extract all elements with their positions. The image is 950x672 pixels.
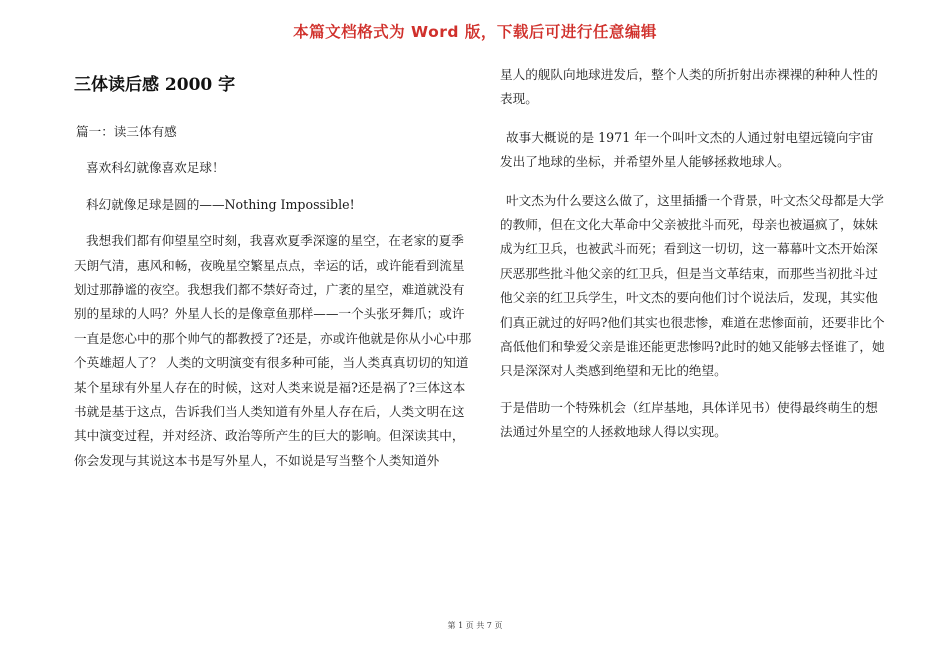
paragraph: 星人的舰队向地球进发后，整个人类的所折射出赤裸裸的种种人性的表现。 [500,67,878,107]
format-notice-banner: 本篇文档格式为 Word 版，下载后可进行任意编辑 [293,23,657,41]
paragraph: 于是借助一个特殊机会（红岸基地，具体详见书）使得最终萌生的想法通过外星空的人拯救地球人得以实现。 [500,399,878,440]
paragraph: 我想我们都有仰望星空时刻，我喜欢夏季深邃的星空，在老家的夏季天朗气清，惠风和畅，夜晚星空繁星点点，幸运的话，或许能看到流星划过那静谧的夜空。我想我们都不禁好奇过，广袤的星空，难道就没有别的星球的人吗？外星人长的是像章鱼那样——一个头张牙舞爪；或许一直是您心中的那个帅气的都教授了?还是，亦或许他就是你从小心中那个英雄超人了？ 人类的文明演变有很多种可能，当人类真真切切的知道某个星球有外星人存在的时候，这对人类来说是福?还是祸了?三体这本书就是基于这点，告诉我们当人类知道有外星人存在后，人类文明在这其中演变过程，并对经济、政治等所产生的巨大的影响。但深读其中，你会发现与其说这本书是写外星人，不如说是写当整个人类知道外 [74,233,472,468]
page-number-footer: 第 1 页 共 7 页 [447,621,503,630]
left-column [74,120,472,473]
document-title: 三体读后感 2000 字 [74,75,236,95]
paragraph: 叶文杰为什么要这么做了，这里插播一个背景，叶文杰父母都是大学的教师，但在文化大革命中父亲被批斗而死，母亲也被逼疯了，妹妹成为红卫兵，也被武斗而死；看到这一切切，这一幕幕叶文杰开始深厌恶那些批斗他父亲的红卫兵，但是当文革结束，而那些当初批斗过他父亲的红卫兵学生，叶文杰的要向他们讨个说法后，发现，其实他们真正就过的好吗?他们其实也很悲惨，难道在悲惨面前，还要非比个高低他们和挚爱父亲是谁还能更悲惨吗?此时的她又能够去怪谁了，她只是深深对人类感到绝望和无比的绝望。 [500,192,885,379]
right-column [500,63,886,445]
section-heading: 篇一：读三体有感 [76,124,177,139]
paragraph: 故事大概说的是 1971 年一个叫叶文杰的人通过射电望远镜向宇宙发出了地球的坐标，并希望外星人能够拯救地球人。 [500,129,874,170]
paragraph: 喜欢科幻就像喜欢足球！ [86,160,225,176]
paragraph: 科幻就像足球是圆的——Nothing Impossible! [86,196,355,212]
